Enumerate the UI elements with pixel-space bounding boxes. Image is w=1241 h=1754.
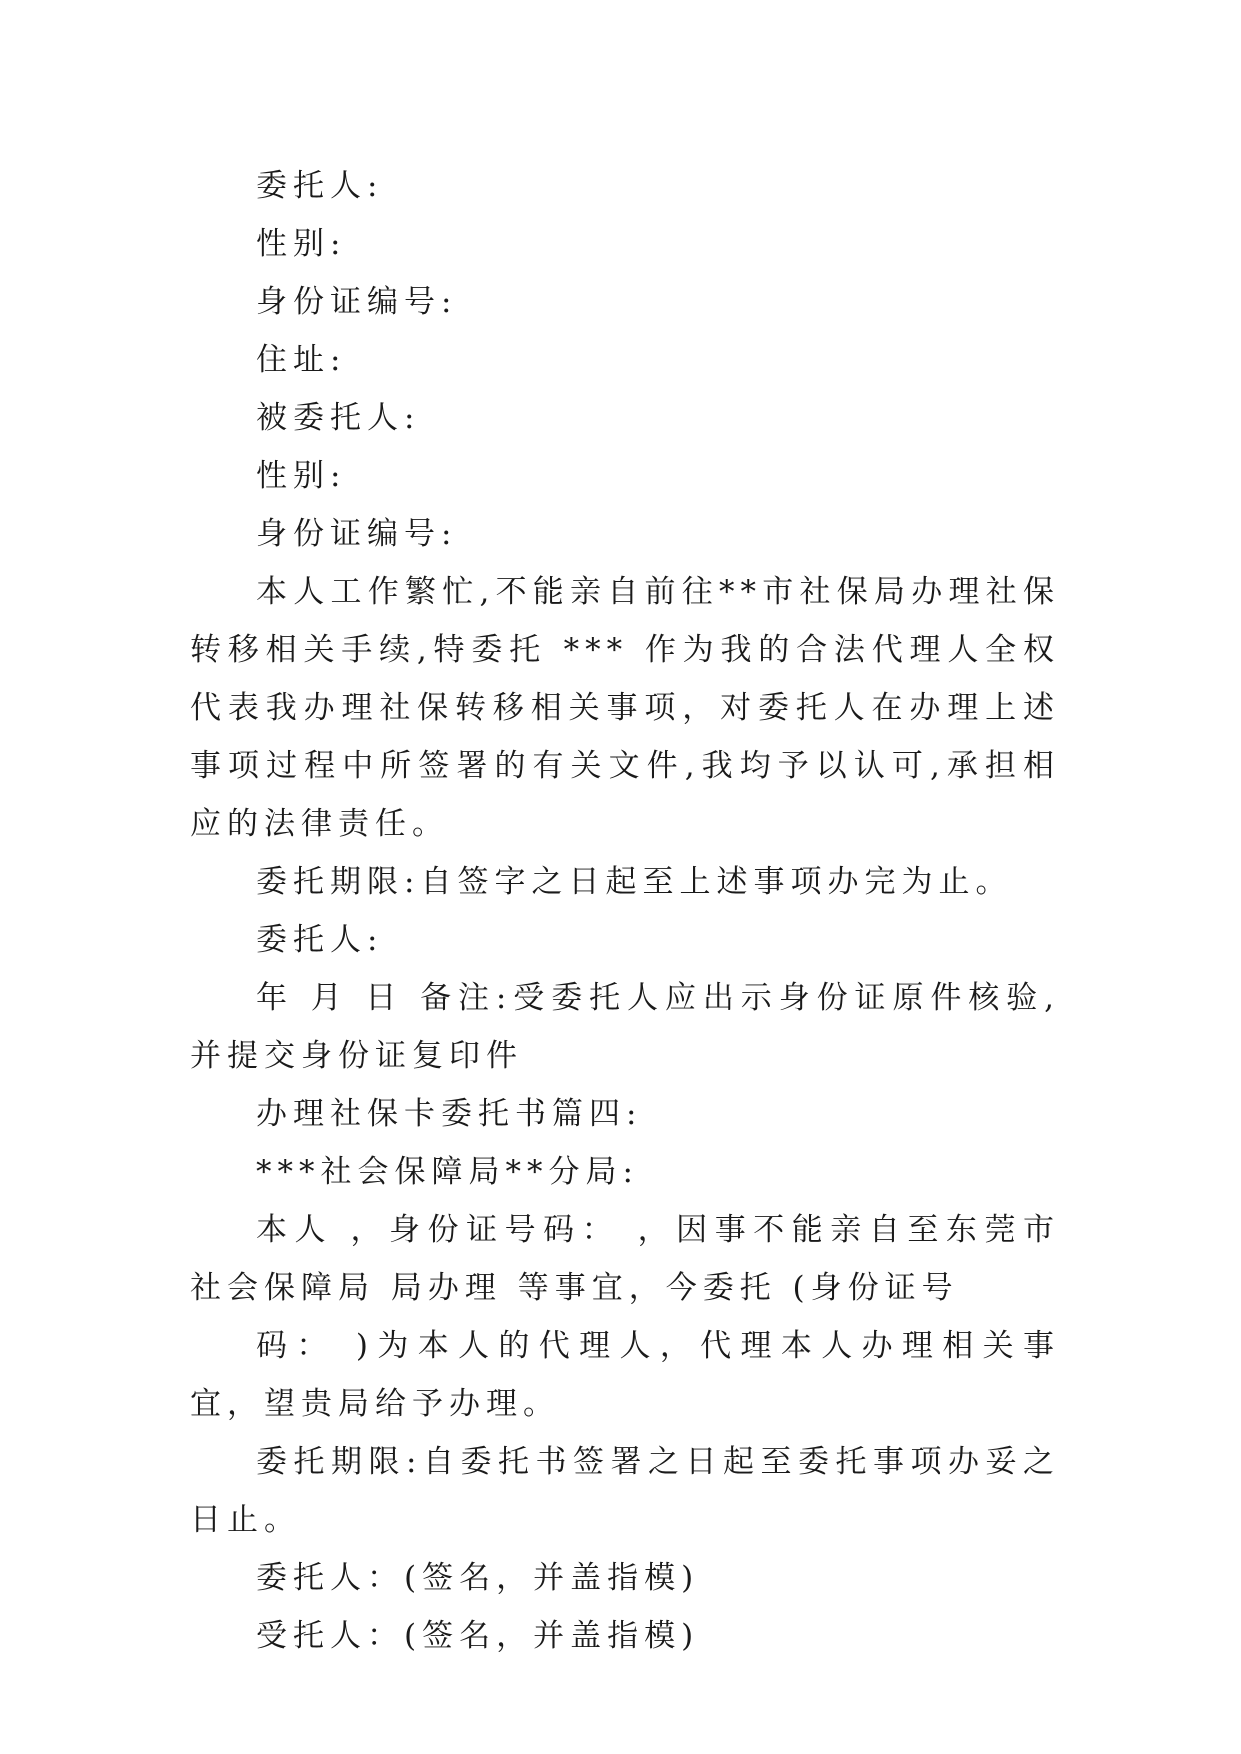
principal-id-label: 身份证编号:	[256, 284, 458, 320]
authorization-statement-part2: 码： )为本人的代理人，代理本人办理相关事宜，望贵局给予办理。	[190, 1328, 1060, 1422]
document-body	[190, 157, 1060, 1665]
authorization-period: 委托期限:自委托书签署之日起至委托事项办妥之日止。	[190, 1444, 1060, 1538]
addressee: ***社会保障局**分局:	[256, 1154, 639, 1190]
principal-label: 委托人:	[256, 168, 384, 204]
date-and-remark: 年 月 日 备注:受委托人应出示身份证原件核验,并提交身份证复印件	[190, 980, 1060, 1074]
delegation-period: 委托期限:自签字之日起至上述事项办完为止。	[256, 864, 1013, 900]
section-heading: 办理社保卡委托书篇四:	[256, 1096, 643, 1132]
principal-sign-line: 委托人：(签名，并盖指模)	[256, 1560, 700, 1596]
principal-gender-label: 性别:	[256, 226, 347, 262]
agent-id-label: 身份证编号:	[256, 516, 458, 552]
agent-sign-line: 受托人：(签名，并盖指模)	[256, 1618, 700, 1654]
principal-signature-label: 委托人:	[256, 922, 384, 958]
agent-gender-label: 性别:	[256, 458, 347, 494]
principal-address-label: 住址:	[256, 342, 347, 378]
delegation-statement: 本人工作繁忙,不能亲自前往**市社保局办理社保转移相关手续,特委托 *** 作为我的合法代理人全权代表我办理社保转移相关事项，对委托人在办理上述事项过程中所签署的有关文件,我均予以认可,承担相应的法律责任。	[190, 574, 1060, 842]
agent-label: 被委托人:	[256, 400, 421, 436]
authorization-statement-part1: 本人 ，身份证号码： ，因事不能亲自至东莞市社会保障局 局办理 等事宜，今委托 (身份证号	[190, 1212, 1060, 1306]
